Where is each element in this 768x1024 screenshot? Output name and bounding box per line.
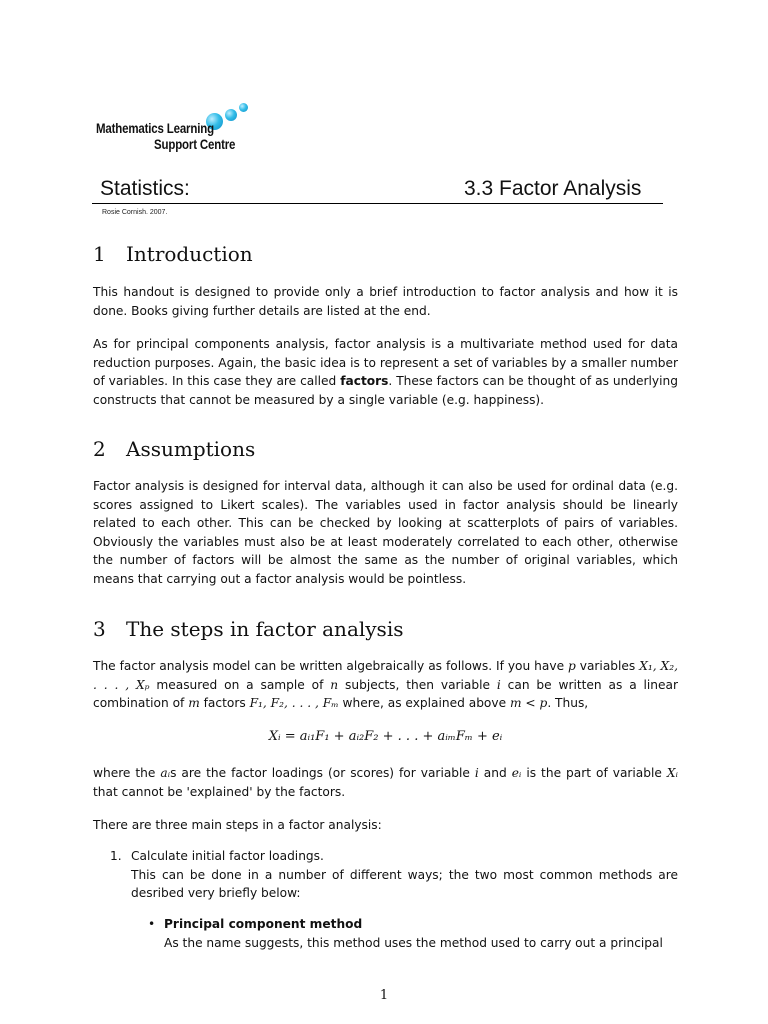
text: The factor analysis model can be written algebraically as follows. If you have: [93, 659, 568, 673]
math-x-list: X₁, X₂, . . . , Xₚ: [93, 659, 678, 692]
math-i: i: [474, 766, 479, 780]
bullet-marker: •: [148, 917, 156, 931]
math-m: m: [188, 696, 200, 710]
text: is the part of variable: [521, 766, 667, 780]
text: measured on a sample of: [149, 677, 331, 692]
intro-p2-bold-term: factors: [340, 374, 389, 388]
intro-paragraph-2: [93, 335, 678, 409]
list-item: [110, 847, 678, 903]
intro-p2-text-b: . These factors can be thought of as underlying constructs that cannot be measured by a single variable (e.g. happiness).: [93, 374, 678, 407]
text: subjects, then variable: [338, 677, 497, 692]
factor-model-equation: Xᵢ = aᵢ₁F₁ + aᵢ₂F₂ + . . . + aᵢₘFₘ + eᵢ: [268, 729, 503, 744]
text: variables: [575, 659, 640, 673]
text: where the: [93, 766, 161, 780]
text: factors: [199, 696, 250, 710]
logo: [96, 100, 256, 156]
logo-bubble-small: [239, 103, 248, 112]
list-item-title: Calculate initial factor loadings.: [131, 849, 324, 863]
section-number: 2: [93, 437, 106, 461]
section-title: The steps in factor analysis: [126, 617, 404, 641]
section-heading-steps: [93, 617, 403, 641]
text: . Thus,: [547, 696, 589, 710]
math-ei: eᵢ: [511, 766, 522, 780]
bullet-body: As the name suggests, this method uses the method used to carry out a principal: [164, 935, 663, 950]
steps-paragraph-1: [93, 657, 678, 713]
intro-p2-text-a: As for principal components analysis, factor analysis is a multivariate method used for data reduction purposes. Again, the basic idea is to represent a set of variables by a smaller number of variables. In this case they are called: [93, 337, 678, 388]
math-xi: Xᵢ: [666, 766, 679, 780]
header-subject: Statistics:: [100, 177, 190, 200]
text: s are the factor loadings (or scores) for variable: [170, 766, 475, 780]
intro-paragraph-1: This handout is designed to provide only a brief introduction to factor analysis and how it is done. Books giving further details are listed at the end.: [93, 285, 678, 318]
header-rule: [92, 203, 663, 204]
section-title: Introduction: [126, 242, 253, 266]
section-number: 3: [93, 617, 106, 641]
section-heading-introduction: [93, 242, 253, 266]
list-item-body: This can be done in a number of different ways; the two most common methods are desribed very briefly below:: [131, 867, 678, 900]
math-p: p: [568, 659, 576, 673]
section-title: Assumptions: [126, 437, 256, 461]
logo-line1: Mathematics Learning: [96, 120, 214, 136]
math-n: n: [330, 677, 339, 692]
author-line: Rosie Cornish. 2007.: [102, 209, 168, 216]
steps-paragraph-3: There are three main steps in a factor analysis:: [93, 818, 382, 832]
section-heading-assumptions: [93, 437, 255, 461]
math-m-less-p: m < p: [509, 696, 548, 710]
math-f-list: F₁, F₂, . . . , Fₘ: [249, 696, 339, 710]
header-title: 3.3 Factor Analysis: [464, 177, 642, 200]
math-ai: aᵢ: [160, 766, 171, 780]
logo-bubble-medium: [225, 109, 237, 121]
logo-line2: Support Centre: [154, 136, 236, 152]
section-number: 1: [93, 242, 106, 266]
steps-paragraph-2: [93, 764, 678, 801]
bullet-item: [148, 915, 678, 952]
assumptions-paragraph: Factor analysis is designed for interval data, although it can also be used for ordinal data (e.g. scores assigned to Likert scales). The variables used in factor analysis should be linearly related to each other. This can be checked by looking at scatterplots of pairs of variables. Obviously the variables must also be at least moderately correlated to each other, otherwise the number of factors will be almost the same as the number of original variables, which means that carrying out a factor analysis would be pointless.: [93, 479, 678, 586]
math-i: i: [496, 677, 501, 692]
text: and: [478, 766, 512, 780]
text: can be written as a linear combination of: [93, 677, 679, 710]
page-number: 1: [379, 988, 389, 1003]
text: where, as explained above: [338, 696, 510, 710]
text: that cannot be 'explained' by the factors.: [93, 784, 346, 799]
bullet-title: Principal component method: [164, 917, 363, 931]
list-marker: 1.: [110, 849, 122, 863]
